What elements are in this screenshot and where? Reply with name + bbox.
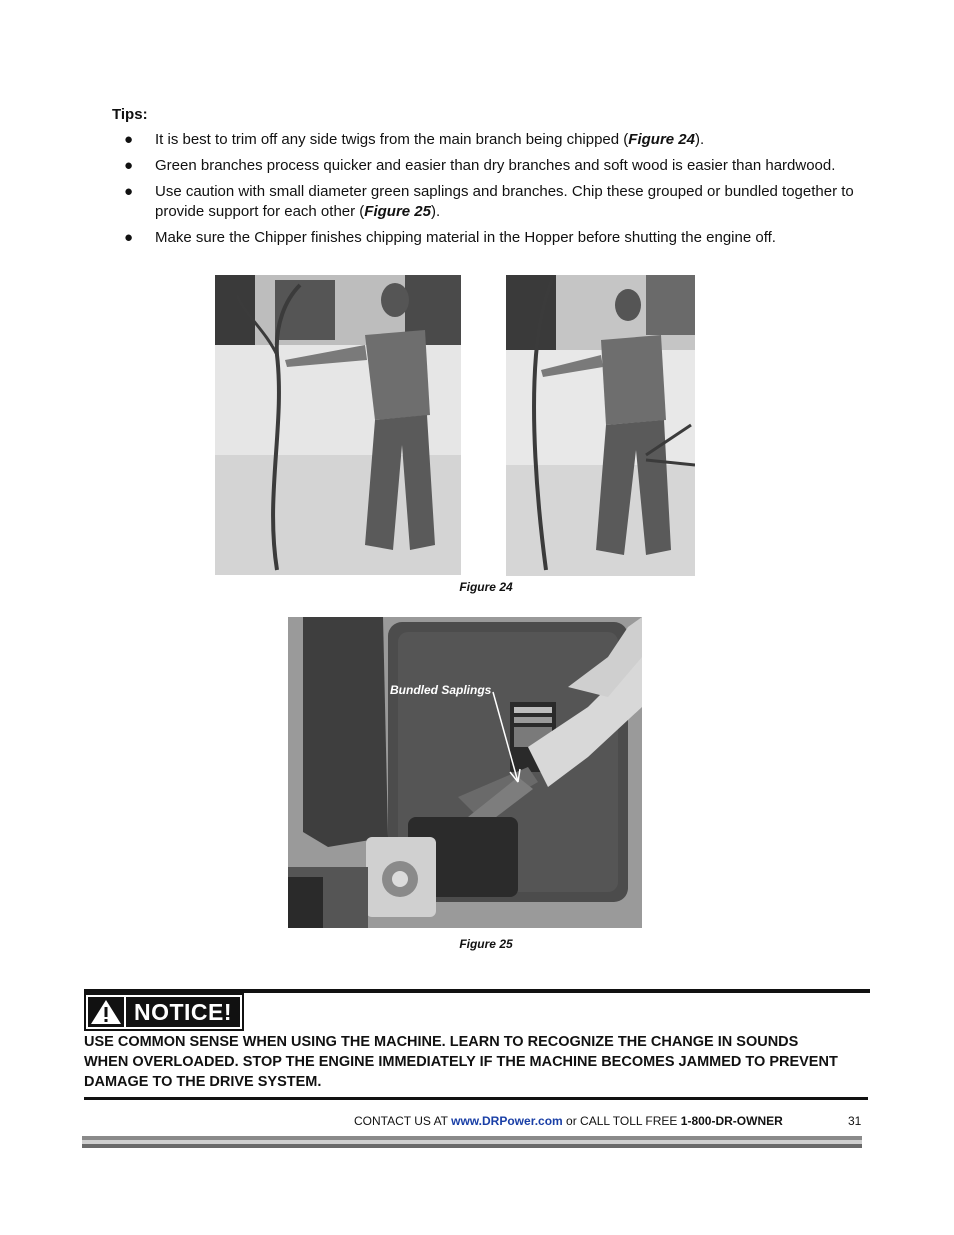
tips-list [124,130,864,254]
figure-25-photo [288,617,642,928]
bundled-saplings-label: Bundled Saplings [390,683,492,697]
footer-contact: CONTACT US AT www.DRPower.com or CALL TOLL FREE 1-800-DR-OWNER [354,1114,783,1128]
bullet-icon: ● [124,131,134,148]
bullet-icon: ● [124,157,134,174]
footer-url-link[interactable]: www.DRPower.com [451,1114,563,1128]
figure-24-photo-left [215,275,461,575]
figure-reference: Figure 25 [364,203,431,220]
warning-icon [88,997,124,1027]
figure-25-caption: Figure 25 [459,937,513,951]
notice-title: NOTICE! [126,997,240,1027]
tip-item: ● It is best to trim off any side twigs from the main branch being chipped (Figure 24). [124,131,705,148]
notice-text: USE COMMON SENSE WHEN USING THE MACHINE. LEARN TO RECOGNIZE THE CHANGE IN SOUNDS WHEN OVERLOADED. STOP THE ENGINE IMMEDIATELY IF THE MACHINE BECOMES JAMMED TO PREVENT DAMAGE TO THE DRIVE SYSTEM. [84,1034,838,1090]
figure-reference: Figure 24 [628,131,695,148]
tip-item: ● Make sure the Chipper finishes chipping material in the Hopper before shutting the engine off. [124,229,776,246]
tips-heading: Tips: [112,106,148,123]
footer-phone: 1-800-DR-OWNER [680,1114,783,1128]
figure-24-caption: Figure 24 [459,580,513,594]
notice-bottom-rule [84,1097,868,1100]
bullet-icon: ● [124,229,134,246]
notice-badge [84,993,244,1031]
bullet-icon: ● [124,183,134,200]
page-number: 31 [848,1114,862,1128]
figure-24-photo-right [506,275,695,576]
footer-rule [82,1136,862,1150]
tip-item: ● Green branches process quicker and easier than dry branches and soft wood is easier than hardwood. [124,157,836,174]
tip-item: ● Use caution with small diameter green saplings and branches. Chip these grouped or bundled together to provide support for each other (Figure 25). [124,183,854,220]
